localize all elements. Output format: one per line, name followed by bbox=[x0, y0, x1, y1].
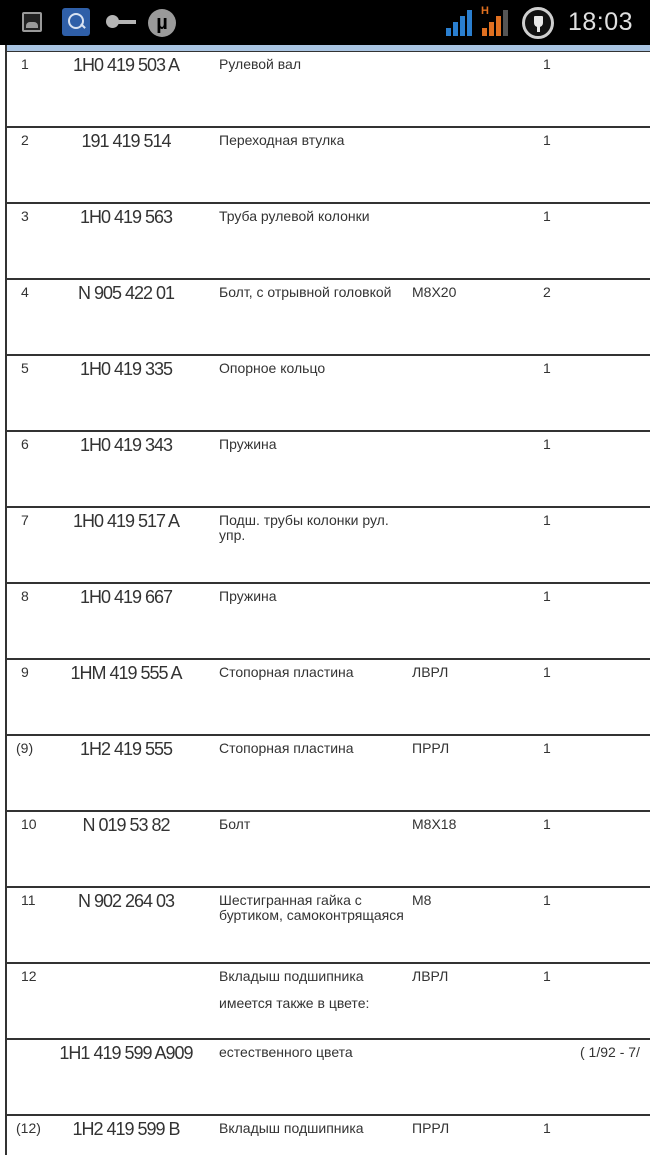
part-description: Труба рулевой колонки bbox=[219, 208, 370, 224]
part-quantity: 1 bbox=[543, 436, 551, 452]
part-quantity: 1 bbox=[543, 740, 551, 756]
table-row[interactable] bbox=[6, 280, 650, 356]
part-number: 1HM 419 555 A bbox=[70, 663, 182, 683]
item-number: 11 bbox=[21, 892, 36, 908]
table-row[interactable] bbox=[6, 660, 650, 736]
item-number: 9 bbox=[21, 664, 29, 680]
signal-icon bbox=[446, 10, 474, 36]
part-spec: M8 bbox=[412, 892, 432, 908]
gallery-icon bbox=[22, 12, 42, 32]
part-description-main: Вкладыш подшипника bbox=[219, 968, 364, 984]
item-number: 4 bbox=[21, 284, 29, 300]
item-number: 12 bbox=[21, 968, 37, 984]
table-row[interactable] bbox=[6, 356, 650, 432]
part-description: Болт bbox=[219, 816, 251, 832]
search-icon bbox=[62, 8, 90, 36]
part-description: Переходная втулка bbox=[219, 132, 345, 148]
table-row[interactable] bbox=[6, 736, 650, 812]
item-number: 3 bbox=[21, 208, 29, 224]
part-description: Опорное кольцо bbox=[219, 360, 326, 376]
table-row[interactable] bbox=[6, 1040, 650, 1116]
part-quantity: 1 bbox=[543, 816, 551, 832]
part-quantity: 2 bbox=[543, 284, 551, 300]
table-row[interactable] bbox=[6, 508, 650, 584]
part-description: Болт, с отрывной головкой bbox=[219, 284, 392, 300]
part-quantity: 1 bbox=[543, 132, 551, 148]
part-quantity: 1 bbox=[543, 56, 551, 72]
clock: 18:03 bbox=[568, 8, 634, 36]
part-number: N 019 53 82 bbox=[82, 815, 170, 835]
part-description: Стопорная пластина bbox=[219, 664, 354, 680]
table-row[interactable] bbox=[6, 204, 650, 280]
part-description: Пружина bbox=[219, 588, 277, 604]
part-description: Подш. трубы колонки рул. упр. bbox=[219, 512, 389, 543]
document-top-bar bbox=[5, 45, 650, 52]
part-spec: ПРРЛ bbox=[412, 1120, 450, 1136]
part-description: естественного цвета bbox=[219, 1044, 353, 1060]
part-number: 1H0 419 335 bbox=[79, 359, 173, 379]
part-quantity: 1 bbox=[543, 892, 551, 908]
part-description: Пружина bbox=[219, 436, 277, 452]
part-spec: M8X20 bbox=[412, 284, 457, 300]
part-spec: ЛВРЛ bbox=[412, 968, 449, 984]
parts-table[interactable] bbox=[6, 52, 650, 1155]
item-number: (9) bbox=[16, 740, 34, 756]
part-number: N 902 264 03 bbox=[77, 891, 175, 911]
table-row[interactable] bbox=[6, 812, 650, 888]
part-number: 1H0 419 517 A bbox=[72, 511, 180, 531]
part-spec: M8X18 bbox=[412, 816, 457, 832]
table-row[interactable] bbox=[6, 888, 650, 964]
table-row[interactable] bbox=[6, 964, 650, 1040]
table-row[interactable] bbox=[6, 52, 650, 128]
item-number: 5 bbox=[21, 360, 29, 376]
part-number: 1H0 419 563 bbox=[79, 207, 173, 227]
table-row[interactable] bbox=[6, 432, 650, 508]
table-row[interactable] bbox=[6, 128, 650, 204]
part-number: 191 419 514 bbox=[81, 131, 171, 151]
part-number: 1H1 419 599 A909 bbox=[59, 1043, 193, 1063]
item-number: 10 bbox=[21, 816, 37, 832]
part-quantity: 1 bbox=[543, 664, 551, 680]
table-row[interactable] bbox=[6, 1116, 650, 1155]
part-number: 1H0 419 343 bbox=[79, 435, 173, 455]
battery-charging-icon bbox=[522, 7, 554, 39]
part-quantity: 1 bbox=[543, 512, 551, 528]
item-number: 6 bbox=[21, 436, 29, 452]
utorrent-icon: µ bbox=[148, 9, 176, 37]
part-description-note: имеется также в цвете: bbox=[219, 995, 370, 1011]
item-number: 8 bbox=[21, 588, 29, 604]
item-number: (12) bbox=[16, 1120, 41, 1136]
status-bar bbox=[0, 0, 650, 45]
part-number: 1H0 419 667 bbox=[79, 587, 173, 607]
part-quantity: 1 bbox=[543, 1120, 551, 1136]
part-number: 1H0 419 503 A bbox=[72, 55, 180, 75]
part-quantity: 1 bbox=[543, 968, 551, 984]
part-quantity: 1 bbox=[543, 208, 551, 224]
network-type-label: H bbox=[481, 5, 489, 17]
h-signal-icon bbox=[482, 10, 510, 36]
part-number: N 905 422 01 bbox=[77, 283, 175, 303]
part-description bbox=[219, 969, 404, 1011]
part-description: Шестигранная гайка с буртиком, самоконтрящаяся bbox=[219, 892, 404, 923]
part-number: 1H2 419 599 B bbox=[72, 1119, 180, 1139]
part-number: 1H2 419 555 bbox=[79, 739, 173, 759]
part-quantity: 1 bbox=[543, 588, 551, 604]
part-note: ( 1/92 - 7/ bbox=[580, 1044, 640, 1060]
item-number: 2 bbox=[21, 132, 29, 148]
part-spec: ПРРЛ bbox=[412, 740, 450, 756]
table-row[interactable] bbox=[6, 584, 650, 660]
item-number: 1 bbox=[21, 56, 29, 72]
part-description: Рулевой вал bbox=[219, 56, 301, 72]
part-description: Вкладыш подшипника bbox=[219, 1120, 364, 1136]
key-icon bbox=[106, 15, 136, 29]
item-number: 7 bbox=[21, 512, 29, 528]
part-description: Стопорная пластина bbox=[219, 740, 354, 756]
part-quantity: 1 bbox=[543, 360, 551, 376]
part-spec: ЛВРЛ bbox=[412, 664, 449, 680]
